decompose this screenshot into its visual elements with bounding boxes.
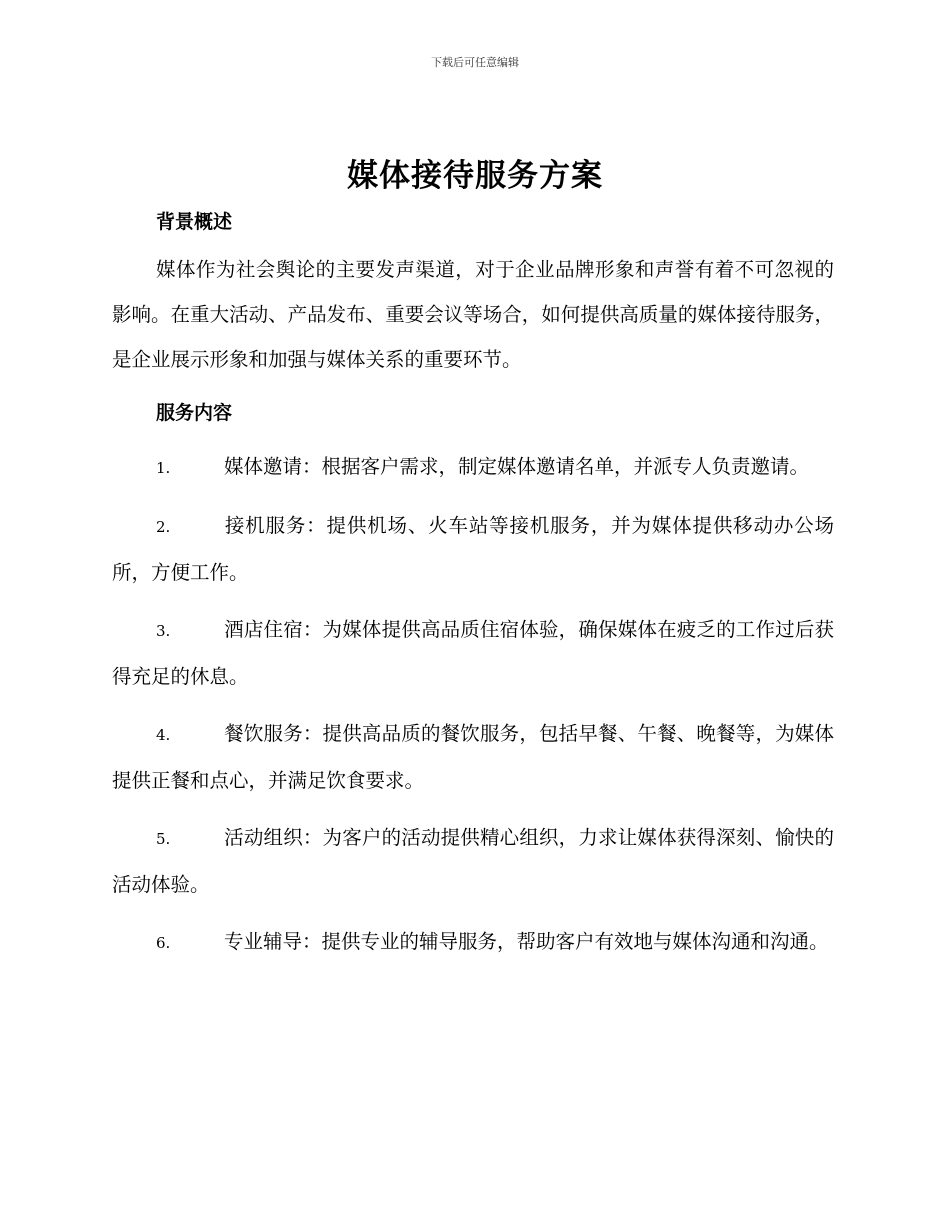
list-item xyxy=(112,919,834,966)
background-paragraph: 媒体作为社会舆论的主要发声渠道，对于企业品牌形象和声誉有着不可忽视的影响。在重大活动、产品发布、重要会议等场合，如何提供高质量的媒体接待服务，是企业展示形象和加强与媒体关系的重要环节。 xyxy=(112,258,834,371)
list-item-number: 5. xyxy=(156,830,171,848)
list-item xyxy=(112,607,834,699)
list-item xyxy=(112,503,834,595)
section-heading-background: 背景概述 xyxy=(156,211,233,233)
list-item-number: 1. xyxy=(156,459,171,477)
list-item xyxy=(112,444,834,491)
list-item-text: 酒店住宿：为媒体提供高品质住宿体验，确保媒体在疲乏的工作过后获得充足的休息。 xyxy=(112,618,834,688)
list-item-text: 餐饮服务：提供高品质的餐饮服务，包括早餐、午餐、晚餐等，为媒体提供正餐和点心，并满足饮食要求。 xyxy=(112,722,834,792)
list-item-number: 4. xyxy=(156,726,171,744)
list-item xyxy=(112,815,834,907)
list-item-text: 专业辅导：提供专业的辅导服务，帮助客户有效地与媒体沟通和沟通。 xyxy=(224,930,829,953)
document-body xyxy=(112,203,834,966)
list-item xyxy=(112,711,834,803)
header-note: 下载后可任意编辑 xyxy=(431,56,519,69)
list-item-text: 活动组织：为客户的活动提供精心组织，力求让媒体获得深刻、愉快的活动体验。 xyxy=(112,826,834,896)
list-item-number: 3. xyxy=(156,622,171,640)
list-item-number: 6. xyxy=(156,934,171,952)
list-item-text: 媒体邀请：根据客户需求，制定媒体邀请名单，并派专人负责邀请。 xyxy=(224,455,810,478)
list-item-text: 接机服务：提供机场、火车站等接机服务，并为媒体提供移动办公场所，方便工作。 xyxy=(112,514,834,584)
document-title: 媒体接待服务方案 xyxy=(347,158,603,194)
list-item-number: 2. xyxy=(156,518,171,536)
section-heading-services: 服务内容 xyxy=(156,402,233,424)
services-list xyxy=(112,444,834,966)
